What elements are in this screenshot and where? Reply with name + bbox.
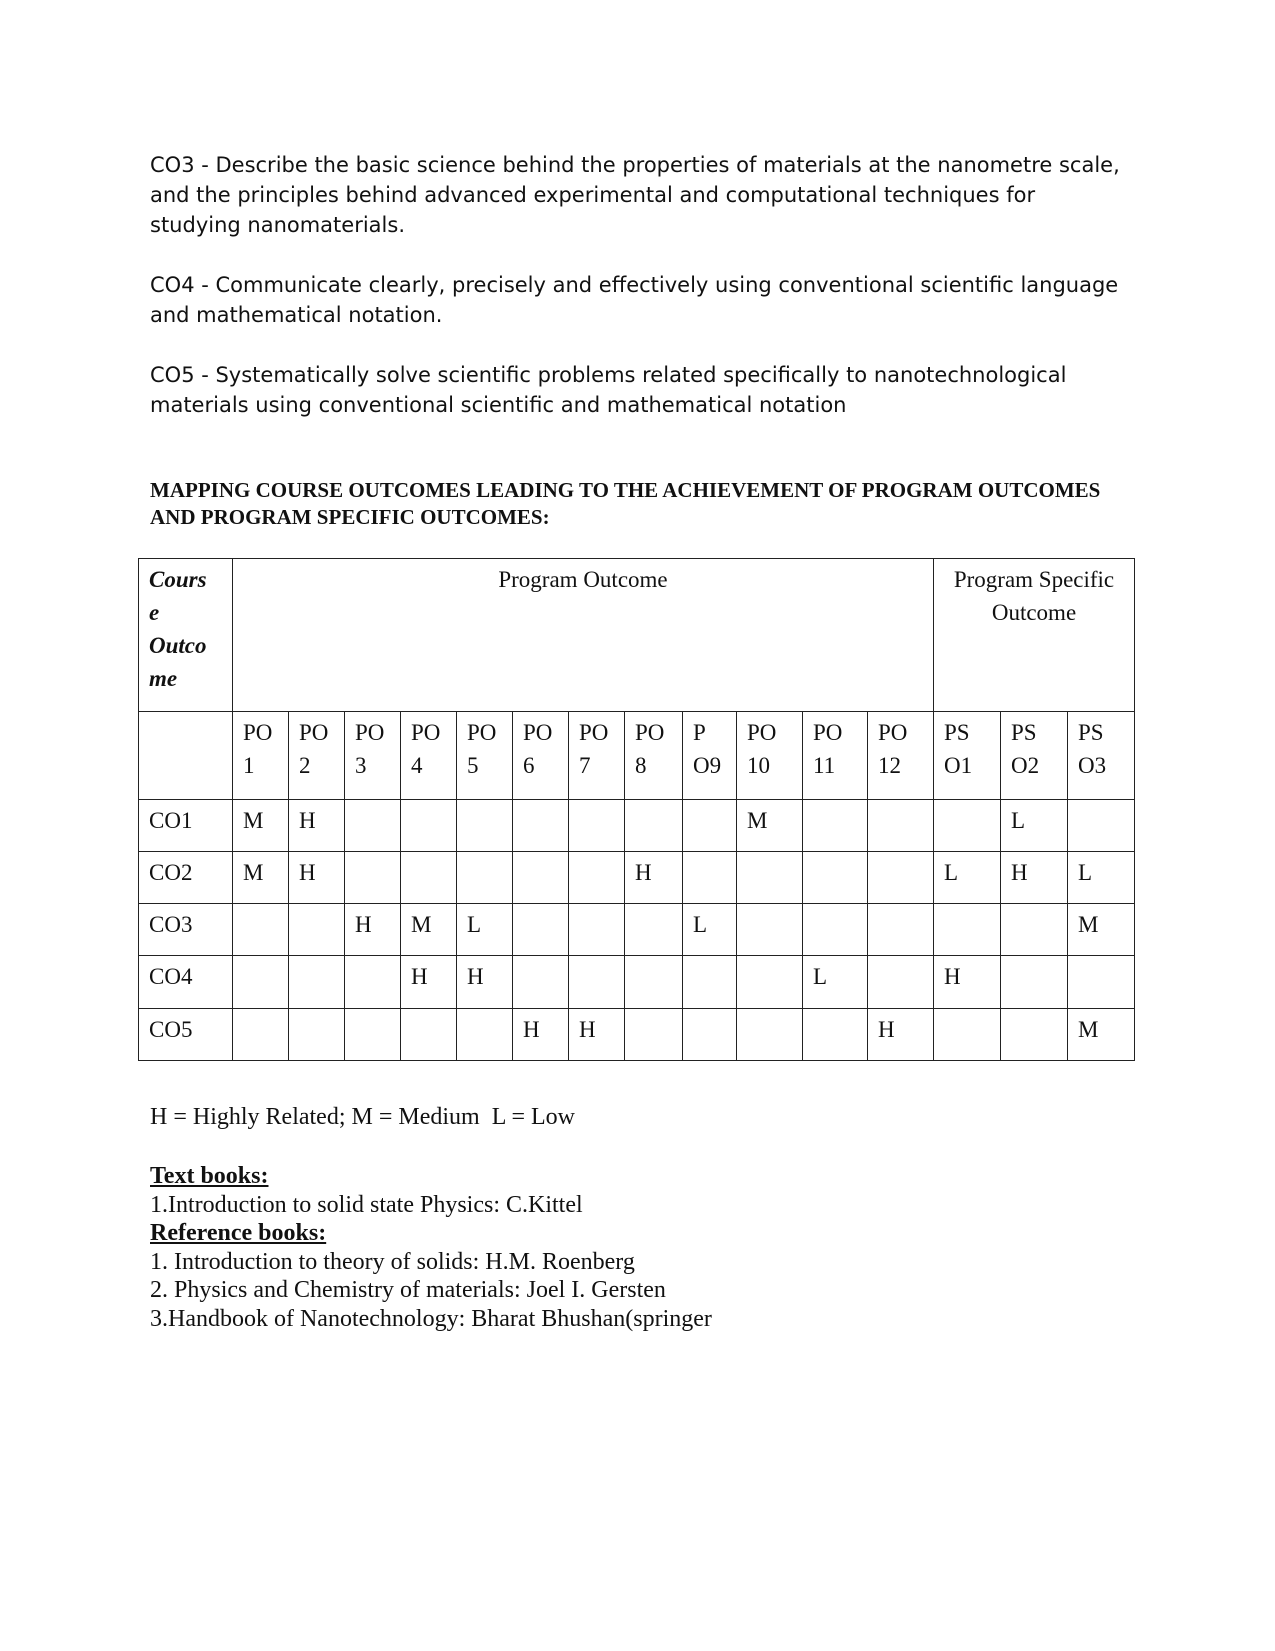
mapping-cell: L [1068, 852, 1135, 904]
mapping-cell [457, 1009, 513, 1061]
table-group-header-row [139, 559, 1135, 712]
column-header-3: PO 3 [345, 712, 401, 800]
mapping-cell [569, 800, 625, 852]
mapping-cell [683, 852, 737, 904]
mapping-cell: H [289, 852, 345, 904]
mapping-cell [625, 956, 683, 1009]
mapping-cell [401, 852, 457, 904]
mapping-cell: H [625, 852, 683, 904]
program-specific-outcome-header: Program Specific Outcome [934, 559, 1135, 712]
mapping-cell [289, 904, 345, 956]
mapping-cell: M [233, 800, 289, 852]
mapping-cell [401, 1009, 457, 1061]
row-label: CO5 [139, 1009, 233, 1061]
mapping-cell [513, 904, 569, 956]
column-header-15: PS O3 [1068, 712, 1135, 800]
mapping-cell: L [934, 852, 1001, 904]
mapping-cell [1068, 800, 1135, 852]
mapping-cell: H [868, 1009, 934, 1061]
mapping-cell: L [457, 904, 513, 956]
column-header-7: PO 7 [569, 712, 625, 800]
reference-book-item: 3.Handbook of Nanotechnology: Bharat Bhushan(springer [150, 1305, 712, 1332]
course-outcome-co3: CO3 - Describe the basic science behind the properties of materials at the nanometre scale, and the principles behind advanced experimental and computational techniques for studying nanomaterials. [150, 153, 1120, 237]
mapping-cell [513, 956, 569, 1009]
mapping-cell: H [569, 1009, 625, 1061]
mapping-cell: H [934, 956, 1001, 1009]
mapping-cell: M [401, 904, 457, 956]
column-header-14: PS O2 [1001, 712, 1068, 800]
mapping-cell [625, 904, 683, 956]
program-outcome-header: Program Outcome [233, 559, 934, 712]
text-books-heading: Text books: [150, 1163, 269, 1189]
reference-book-item: 1. Introduction to theory of solids: H.M. Roenberg [150, 1248, 635, 1275]
mapping-cell [737, 904, 803, 956]
column-header-11: PO 11 [803, 712, 868, 800]
books-section [150, 1162, 1150, 1333]
mapping-cell: L [803, 956, 868, 1009]
mapping-cell [1068, 956, 1135, 1009]
mapping-cell [233, 956, 289, 1009]
column-header-9: P O9 [683, 712, 737, 800]
mapping-cell [737, 1009, 803, 1061]
mapping-cell [513, 800, 569, 852]
row-label: CO4 [139, 956, 233, 1009]
mapping-cell [569, 904, 625, 956]
mapping-cell [345, 852, 401, 904]
column-header-2: PO 2 [289, 712, 345, 800]
mapping-cell [683, 956, 737, 1009]
text-book-item: 1.Introduction to solid state Physics: C.Kittel [150, 1191, 583, 1218]
mapping-cell: M [1068, 1009, 1135, 1061]
mapping-cell [803, 904, 868, 956]
mapping-cell [401, 800, 457, 852]
mapping-cell [569, 852, 625, 904]
course-outcome-co5: CO5 - Systematically solve scientific problems related specifically to nanotechnological materials using conventional scientific and mathematical notation [150, 363, 1067, 417]
column-header-10: PO 10 [737, 712, 803, 800]
reference-books-heading: Reference books: [150, 1220, 327, 1246]
row-label: CO2 [139, 852, 233, 904]
mapping-cell [233, 904, 289, 956]
mapping-cell [803, 852, 868, 904]
mapping-cell: H [289, 800, 345, 852]
mapping-heading: MAPPING COURSE OUTCOMES LEADING TO THE ACHIEVEMENT OF PROGRAM OUTCOMES AND PROGRAM SPECIFIC OUTCOMES: [150, 478, 1101, 529]
mapping-cell [345, 800, 401, 852]
table-row [139, 904, 1135, 956]
mapping-cell [683, 1009, 737, 1061]
table-row [139, 1009, 1135, 1061]
mapping-cell [737, 852, 803, 904]
mapping-cell [289, 1009, 345, 1061]
table-row [139, 852, 1135, 904]
course-outcome-co4: CO4 - Communicate clearly, precisely and effectively using conventional scientific language and mathematical notation. [150, 273, 1119, 327]
mapping-cell [737, 956, 803, 1009]
mapping-cell [803, 800, 868, 852]
column-header-6: PO 6 [513, 712, 569, 800]
mapping-cell: H [513, 1009, 569, 1061]
mapping-cell: H [457, 956, 513, 1009]
mapping-cell [868, 800, 934, 852]
mapping-cell: L [1001, 800, 1068, 852]
mapping-cell [934, 800, 1001, 852]
column-header-12: PO 12 [868, 712, 934, 800]
mapping-cell [934, 904, 1001, 956]
mapping-cell [457, 800, 513, 852]
mapping-cell [868, 852, 934, 904]
row-label: CO1 [139, 800, 233, 852]
table-row [139, 800, 1135, 852]
mapping-cell [513, 852, 569, 904]
column-header-1: PO 1 [233, 712, 289, 800]
mapping-cell [934, 1009, 1001, 1061]
mapping-cell [868, 956, 934, 1009]
table-column-header-row [139, 712, 1135, 800]
mapping-cell [625, 800, 683, 852]
mapping-cell: M [737, 800, 803, 852]
mapping-cell: M [233, 852, 289, 904]
reference-book-item: 2. Physics and Chemistry of materials: Joel I. Gersten [150, 1277, 666, 1303]
course-outcome-header: Cours e Outco me [139, 559, 233, 712]
mapping-cell [683, 800, 737, 852]
column-header-4: PO 4 [401, 712, 457, 800]
row-label: CO3 [139, 904, 233, 956]
mapping-cell [1001, 956, 1068, 1009]
mapping-cell: H [345, 904, 401, 956]
blank-header-cell [139, 712, 233, 800]
mapping-cell [345, 1009, 401, 1061]
mapping-cell: H [401, 956, 457, 1009]
mapping-cell [457, 852, 513, 904]
mapping-cell [625, 1009, 683, 1061]
mapping-cell [1001, 904, 1068, 956]
table-row [139, 956, 1135, 1009]
outcome-mapping-table [138, 558, 1135, 1061]
column-header-8: PO 8 [625, 712, 683, 800]
mapping-cell [569, 956, 625, 1009]
mapping-cell: M [1068, 904, 1135, 956]
mapping-cell [868, 904, 934, 956]
mapping-cell [233, 1009, 289, 1061]
mapping-cell: H [1001, 852, 1068, 904]
mapping-cell [345, 956, 401, 1009]
mapping-cell [1001, 1009, 1068, 1061]
column-header-5: PO 5 [457, 712, 513, 800]
column-header-13: PS O1 [934, 712, 1001, 800]
relation-legend: H = Highly Related; M = Medium L = Low [150, 1104, 576, 1130]
mapping-cell [803, 1009, 868, 1061]
mapping-cell [289, 956, 345, 1009]
mapping-cell: L [683, 904, 737, 956]
